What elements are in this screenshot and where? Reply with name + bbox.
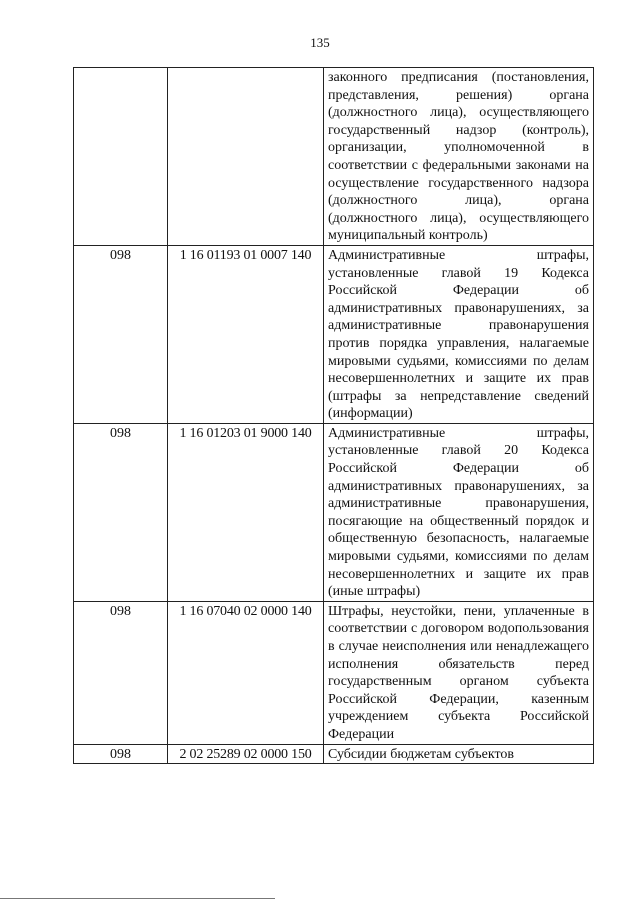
kbk-code-cell: [168, 68, 324, 246]
kbk-code-cell: 1 16 01193 01 0007 140: [168, 245, 324, 423]
description-cell: Административные штрафы, установленные главой 20 Кодекса Российской Федерации об административных правонарушениях, за административные правонарушения, посягающие на общественный порядок и общественную безопасность, налагаемые мировыми судьями, комиссиями по делам несовершеннолетних и защите их прав (иные штрафы): [324, 423, 594, 601]
kbk-code-cell: 1 16 01203 01 9000 140: [168, 423, 324, 601]
table-row: [74, 68, 594, 246]
scan-footer-mark: [0, 898, 640, 899]
table-row: [74, 744, 594, 764]
page-number: 135: [310, 35, 330, 50]
kbk-code-cell: 2 02 25289 02 0000 150: [168, 744, 324, 764]
budget-codes-table: [73, 67, 594, 764]
description-cell: Субсидии бюджетам субъектов: [324, 744, 594, 764]
description-cell: законного предписания (постановления, представления, решения) органа (должностного лица), осуществляющего государственный надзор (контроль), организации, уполномоченной в соответствии с федеральными законами на осуществление государственного надзора (должностного лица), органа (должностного лица), осуществляющего муниципальный контроль): [324, 68, 594, 246]
kbk-code-cell: 1 16 07040 02 0000 140: [168, 601, 324, 744]
description-cell: Штрафы, неустойки, пени, уплаченные в соответствии с договором водопользования в случае неисполнения или ненадлежащего исполнения обязательств перед государственным органом субъекта Российской Федерации, казенным учреждением субъекта Российской Федерации: [324, 601, 594, 744]
admin-code-cell: 098: [74, 245, 168, 423]
table-row: [74, 245, 594, 423]
admin-code-cell: 098: [74, 423, 168, 601]
admin-code-cell: 098: [74, 744, 168, 764]
admin-code-cell: 098: [74, 601, 168, 744]
footer-rule: [0, 898, 275, 899]
admin-code-cell: [74, 68, 168, 246]
table-row: [74, 423, 594, 601]
description-cell: Административные штрафы, установленные главой 19 Кодекса Российской Федерации об административных правонарушениях, за административные правонарушения против порядка управления, налагаемые мировыми судьями, комиссиями по делам несовершеннолетних и защите их прав (штрафы за непредставление сведений (информации): [324, 245, 594, 423]
table-row: [74, 601, 594, 744]
